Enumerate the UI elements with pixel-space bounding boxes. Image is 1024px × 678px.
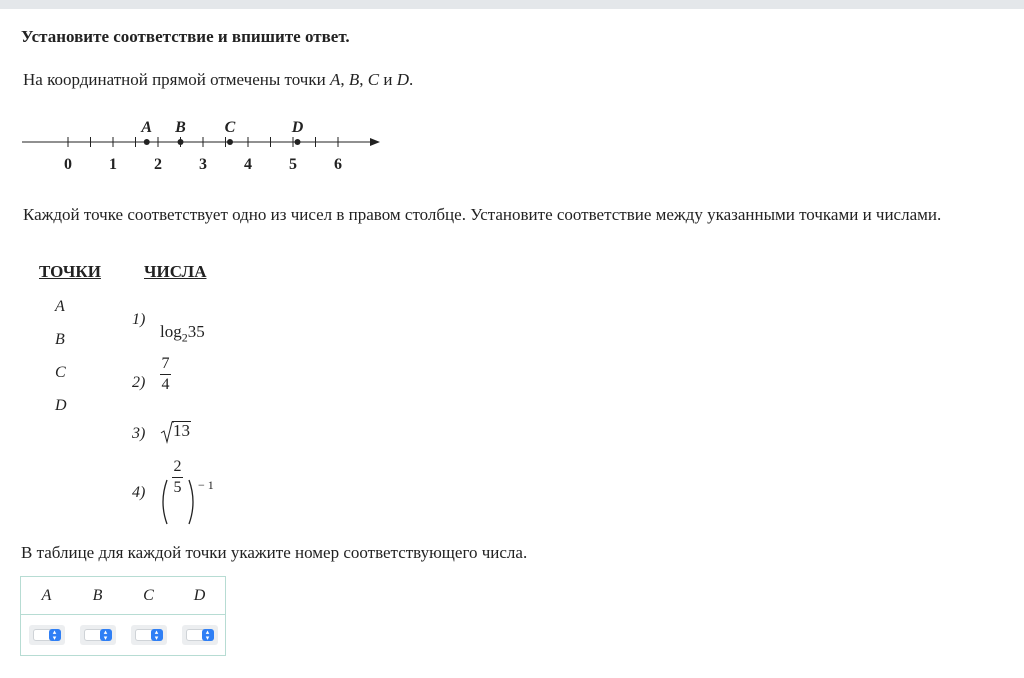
points-column-header: ТОЧКИ [39,262,101,281]
intro-text: На координатной прямой отмечены точки A, B, C и D. [23,70,414,89]
point-marker-d [295,139,301,145]
option-value-1: $\log_235$ [160,322,205,345]
option-exponent-4: − 1 [198,478,214,492]
option-value-3: 13 [173,421,190,440]
option-number-1: 1) [132,311,146,328]
answer-select-row [21,615,226,656]
answer-header-a: A [21,577,73,615]
point-label-d: D [55,397,67,414]
point-label-on-line-d: D [291,119,304,136]
point-label-on-line-a: A [141,119,153,136]
answer-header-d: D [174,577,226,615]
chevron-updown-icon: ▴ ▾ [202,629,214,641]
instruction-text: В таблице для каждой точки укажите номер соответствующего числа. [21,543,528,562]
option-number-2: 2) [132,374,146,391]
tick-label: 0 [64,156,72,173]
option-value-4: 2 5 [173,458,182,496]
answer-header-row [21,577,226,615]
tick-label: 2 [154,156,162,173]
point-label-c: C [55,364,66,381]
point-marker-c [227,139,233,145]
numbers-column-header: ЧИСЛА [144,262,207,281]
axis-arrow [370,138,380,146]
task-heading: Установите соответствие и впишите ответ. [21,27,350,46]
answer-table [20,576,226,656]
description-text: Каждой точке соответствует одно из чисел в правом столбце. Установите соответствие между указанными точками и числами. [23,205,942,224]
option-value-2: 7 4 [161,355,170,393]
point-marker-a [144,139,150,145]
tick-label: 5 [289,156,297,173]
answer-header-b: B [72,577,123,615]
tick-label: 4 [244,156,252,173]
answer-select-b[interactable] [80,625,116,645]
chevron-updown-icon: ▴ ▾ [49,629,61,641]
answer-select-d[interactable] [182,625,218,645]
number-line [18,112,388,174]
point-label-on-line-b: B [175,119,186,136]
tick-label: 6 [334,156,342,173]
answer-select-c[interactable] [131,625,167,645]
point-label-b: B [55,331,65,348]
point-label-a: A [55,298,65,315]
option-number-3: 3) [132,425,146,442]
top-bar [0,0,1024,9]
tick-label: 1 [109,156,117,173]
answer-select-a[interactable] [29,625,65,645]
point-label-on-line-c: C [224,119,236,136]
chevron-updown-icon: ▴ ▾ [151,629,163,641]
chevron-updown-icon: ▴ ▾ [100,629,112,641]
point-marker-b [178,139,184,145]
tick-label: 3 [199,156,207,173]
option-number-4: 4) [132,484,146,501]
answer-header-c: C [123,577,174,615]
